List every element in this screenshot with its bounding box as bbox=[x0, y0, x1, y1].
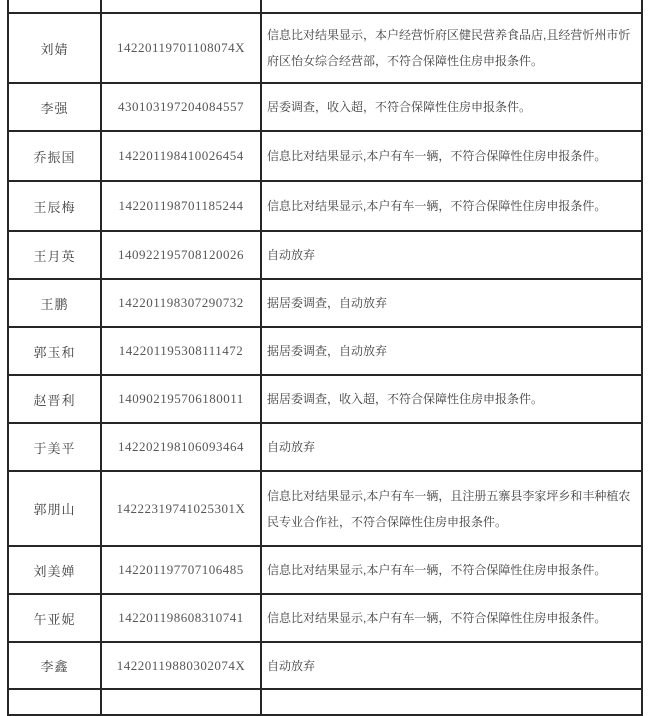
name-cell: 午亚妮 bbox=[8, 594, 101, 642]
id-cell: 142201198701185244 bbox=[101, 181, 261, 231]
reason-cell: 自动放弃 bbox=[261, 642, 642, 689]
reason-cell: 信息比对结果显示,本户有车一辆，不符合保障性住房申报条件。 bbox=[261, 131, 642, 181]
reason-cell: 据居委调查，自动放弃 bbox=[261, 279, 642, 327]
id-cell: 142201198608310741 bbox=[101, 594, 261, 642]
id-cell: 142201195308111472 bbox=[101, 327, 261, 375]
name-cell: 李强 bbox=[8, 83, 101, 131]
name-cell: 郭玉和 bbox=[8, 327, 101, 375]
table-row bbox=[8, 546, 642, 594]
reason-cell: 自动放弃 bbox=[261, 231, 642, 279]
id-cell: 142201198410026454 bbox=[101, 131, 261, 181]
reason-cell bbox=[261, 0, 642, 13]
table-row bbox=[8, 642, 642, 689]
name-cell: 李鑫 bbox=[8, 642, 101, 689]
name-cell bbox=[8, 689, 101, 715]
table-row bbox=[8, 423, 642, 471]
housing-application-review-table bbox=[7, 0, 643, 716]
name-cell: 郭朋山 bbox=[8, 471, 101, 546]
name-cell: 于美平 bbox=[8, 423, 101, 471]
reason-cell: 据居委调查，自动放弃 bbox=[261, 327, 642, 375]
table-row bbox=[8, 279, 642, 327]
name-cell: 王辰梅 bbox=[8, 181, 101, 231]
reason-cell: 信息比对结果显示,本户有车一辆，不符合保障性住房申报条件。 bbox=[261, 546, 642, 594]
name-cell: 乔振国 bbox=[8, 131, 101, 181]
id-cell: 142201197707106485 bbox=[101, 546, 261, 594]
reason-cell: 信息比对结果显示,本户有车一辆，不符合保障性住房申报条件。 bbox=[261, 594, 642, 642]
table-row bbox=[8, 13, 642, 83]
id-cell: 14220119880302074X bbox=[101, 642, 261, 689]
table-row bbox=[8, 131, 642, 181]
name-cell bbox=[8, 0, 101, 13]
table-row bbox=[8, 327, 642, 375]
id-cell: 430103197204084557 bbox=[101, 83, 261, 131]
id-cell: 142201198307290732 bbox=[101, 279, 261, 327]
reason-cell: 信息比对结果显示,本户有车一辆，不符合保障性住房申报条件。 bbox=[261, 181, 642, 231]
table-row bbox=[8, 375, 642, 423]
id-cell: 140922195708120026 bbox=[101, 231, 261, 279]
id-cell bbox=[101, 0, 261, 13]
reason-cell: 据居委调查，收入超，不符合保障性住房申报条件。 bbox=[261, 375, 642, 423]
table-row bbox=[8, 231, 642, 279]
id-cell: 140902195706180011 bbox=[101, 375, 261, 423]
reason-cell: 自动放弃 bbox=[261, 423, 642, 471]
name-cell: 王鹏 bbox=[8, 279, 101, 327]
table-row-partial-top bbox=[8, 0, 642, 13]
table-row bbox=[8, 594, 642, 642]
table-row bbox=[8, 471, 642, 546]
table-row bbox=[8, 83, 642, 131]
table-row bbox=[8, 181, 642, 231]
id-cell bbox=[101, 689, 261, 715]
reason-cell: 信息比对结果显示,本户有车一辆，且注册五寨县李家坪乡和丰种植农民专业合作社，不符合保障性住房申报条件。 bbox=[261, 471, 642, 546]
name-cell: 赵晋利 bbox=[8, 375, 101, 423]
name-cell: 刘婧 bbox=[8, 13, 101, 83]
table-row-partial-bottom bbox=[8, 689, 642, 715]
reason-cell bbox=[261, 689, 642, 715]
reason-cell: 居委调查，收入超，不符合保障性住房申报条件。 bbox=[261, 83, 642, 131]
name-cell: 刘美婵 bbox=[8, 546, 101, 594]
reason-cell: 信息比对结果显示，本户经营忻府区健民营养食品店,且经营忻州市忻府区怡女综合经营部，不符合保障性住房申报条件。 bbox=[261, 13, 642, 83]
id-cell: 142202198106093464 bbox=[101, 423, 261, 471]
id-cell: 14220119701108074X bbox=[101, 13, 261, 83]
name-cell: 王月英 bbox=[8, 231, 101, 279]
id-cell: 14222319741025301X bbox=[101, 471, 261, 546]
